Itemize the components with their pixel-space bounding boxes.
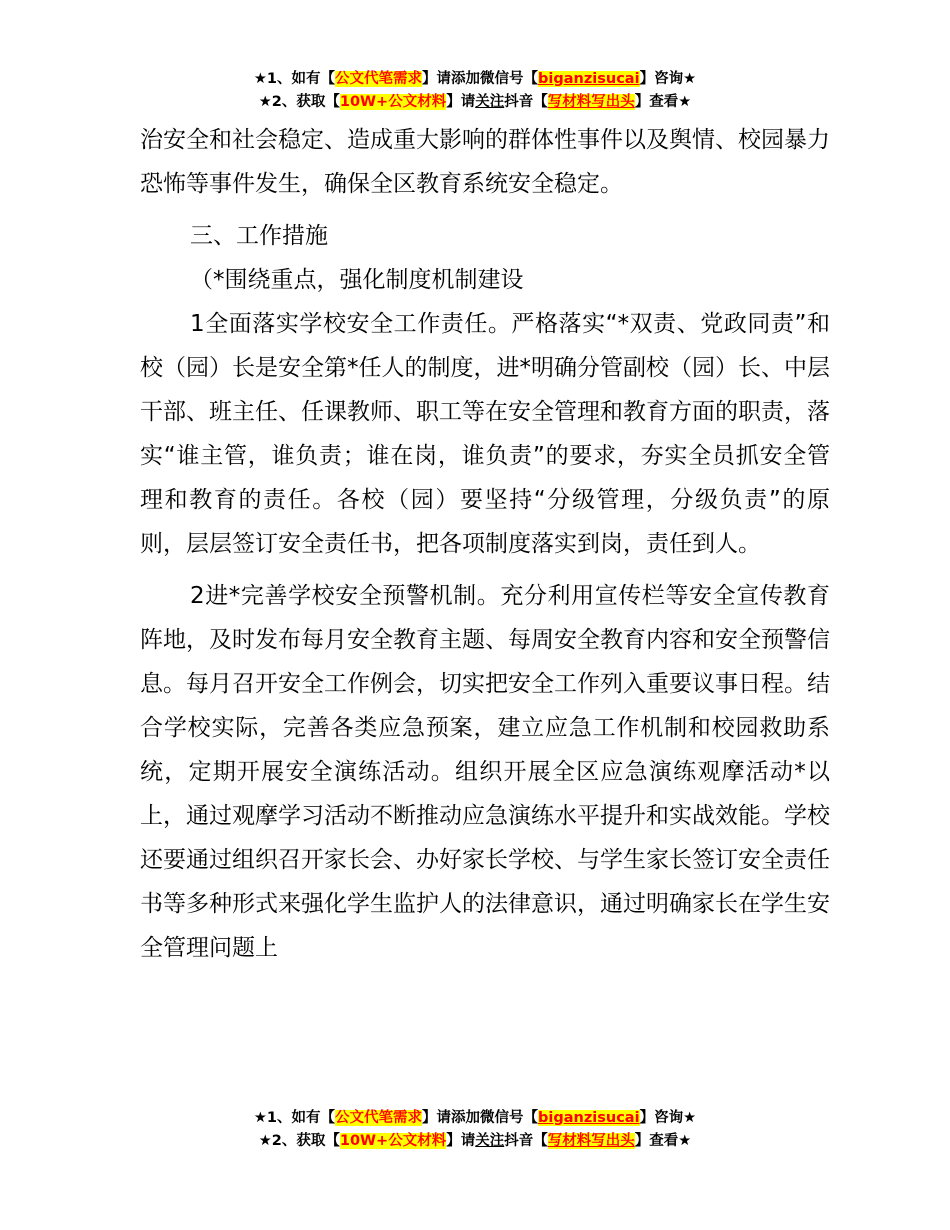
banner-line-1 xyxy=(0,68,950,91)
banner-text: 抖音【 xyxy=(504,1133,548,1149)
banner-emphasis: 添加 xyxy=(451,71,481,87)
banner-emphasis: 关注 xyxy=(475,1133,505,1149)
banner-text: 】查看★ xyxy=(634,94,692,110)
section-heading: 三、工作措施 xyxy=(190,223,328,249)
paragraph-warning-mechanism: 2进*完善学校安全预警机制。充分利用宣传栏等安全宣传教育阵地，及时发布每月安全教育主题、每周安全教育内容和安全预警信息。每月召开安全工作例会，切实把安全工作列入重要议事日程。结合学校实际，完善各类应急预案，建立应急工作机制和校园救助系统，定期开展安全演练活动。组织开展全区应急演练观摩活动*以上，通过观摩学习活动不断推动应急演练水平提升和实战效能。学校还要通过组织召开家长会、办好家长学校、与学生家长签订安全责任书等多种形式来强化学生监护人的法律意识，通过明确家长在学生安全管理问题上 xyxy=(140,583,830,961)
footer-banner xyxy=(0,1107,950,1153)
paragraph-continuation: 治安全和社会稳定、造成重大影响的群体性事件以及舆情、校园暴力恐怖等事件发生，确保全区教育系统安全稳定。 xyxy=(140,127,830,197)
highlight-wechat-id: biganzisucai xyxy=(538,1110,640,1126)
banner-text: 抖音【 xyxy=(504,94,548,110)
subsection-heading: （*围绕重点，强化制度机制建设 xyxy=(190,267,524,293)
highlight-service: 公文代笔需求 xyxy=(335,71,423,87)
highlight-douyin-account: 写材料写出头 xyxy=(547,1133,635,1149)
banner-line-2 xyxy=(0,91,950,114)
banner-emphasis: 添加 xyxy=(451,1110,481,1126)
highlight-materials: 10W+公文材料 xyxy=(339,1133,447,1149)
banner-text: ★2、获取【 xyxy=(258,1133,340,1149)
banner-text: 】请 xyxy=(422,1110,452,1126)
document-body xyxy=(140,118,830,970)
banner-text: ★1、如有【 xyxy=(253,71,336,87)
banner-text: 】咨询★ xyxy=(639,1110,697,1126)
banner-text: 微信号【 xyxy=(480,1110,539,1126)
banner-line-1 xyxy=(0,1107,950,1130)
banner-text: ★2、获取【 xyxy=(258,94,340,110)
banner-text: 微信号【 xyxy=(480,71,539,87)
banner-text: ★1、如有【 xyxy=(253,1110,336,1126)
banner-text: 】查看★ xyxy=(634,1133,692,1149)
paragraph-responsibility: 1全面落实学校安全工作责任。严格落实“*双责、党政同责”和校（园）长是安全第*任人的制度，进*明确分管副校（园）长、中层干部、班主任、任课教师、职工等在安全管理和教育方面的职责，落实“谁主管，谁负责；谁在岗，谁负责”的要求，夯实全员抓安全管理和教育的责任。各校（园）要坚持“分级管理，分级负责”的原则，层层签订安全责任书，把各项制度落实到岗，责任到人。 xyxy=(140,311,830,557)
banner-text: 】请 xyxy=(446,1133,476,1149)
banner-line-2 xyxy=(0,1130,950,1153)
banner-text: 】咨询★ xyxy=(639,71,697,87)
banner-text: 】请 xyxy=(446,94,476,110)
highlight-douyin-account: 写材料写出头 xyxy=(547,94,635,110)
highlight-materials: 10W+公文材料 xyxy=(339,94,447,110)
banner-text: 】请 xyxy=(422,71,452,87)
highlight-wechat-id: biganzisucai xyxy=(538,71,640,87)
banner-emphasis: 关注 xyxy=(475,94,505,110)
highlight-service: 公文代笔需求 xyxy=(335,1110,423,1126)
header-banner xyxy=(0,68,950,114)
